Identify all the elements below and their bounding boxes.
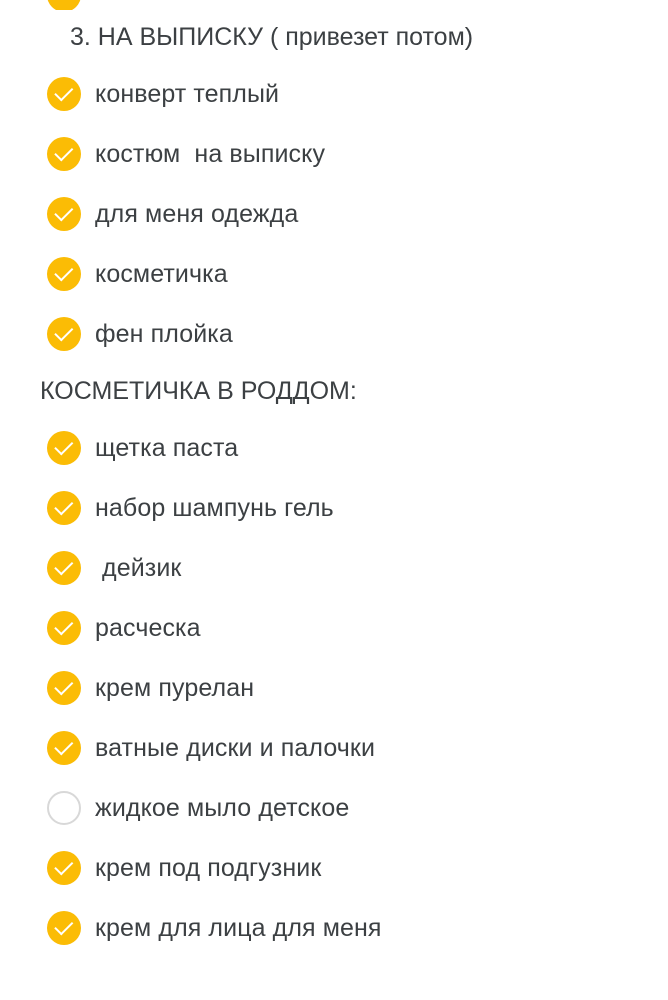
- list-item[interactable]: [0, 64, 668, 124]
- list-item[interactable]: [0, 538, 668, 598]
- checkbox-checked-icon[interactable]: [47, 197, 81, 231]
- list-item[interactable]: [0, 598, 668, 658]
- list-heading-label: КОСМЕТИЧКА В РОДДОМ:: [40, 377, 357, 405]
- checkbox-checked-icon[interactable]: [47, 911, 81, 945]
- bottom-spacer: [0, 958, 668, 998]
- checkbox-checked-icon[interactable]: [47, 317, 81, 351]
- list-item-label: набор шампунь гель: [95, 494, 334, 522]
- list-item[interactable]: [0, 304, 668, 364]
- check-mark-icon: [54, 856, 73, 875]
- list-item-label: ватные диски и палочки: [95, 734, 376, 762]
- check-mark-icon: [54, 556, 73, 575]
- list-item-label: костюм на выписку: [95, 140, 326, 168]
- clipped-checkbox-above: [0, 0, 668, 10]
- check-mark-icon: [54, 676, 73, 695]
- check-mark-icon: [54, 436, 73, 455]
- check-mark-icon: [54, 202, 73, 221]
- list-item[interactable]: [0, 778, 668, 838]
- list-item[interactable]: [0, 418, 668, 478]
- checkbox-checked-icon[interactable]: [47, 77, 81, 111]
- check-circle-icon: [47, 0, 81, 10]
- checkbox-checked-icon[interactable]: [47, 551, 81, 585]
- checkbox-checked-icon[interactable]: [47, 731, 81, 765]
- list-item[interactable]: [0, 184, 668, 244]
- list-heading: [0, 10, 668, 64]
- list-item-label: фен плойка: [95, 320, 233, 348]
- check-mark-icon: [54, 496, 73, 515]
- list-item-label: для меня одежда: [95, 200, 299, 228]
- list-heading-label: 3. НА ВЫПИСКУ ( привезет потом): [70, 23, 474, 51]
- checkbox-checked-icon[interactable]: [47, 851, 81, 885]
- list-item[interactable]: [0, 838, 668, 898]
- check-mark-icon: [54, 736, 73, 755]
- list-item-label: жидкое мыло детское: [95, 794, 350, 822]
- list-item-label: косметичка: [95, 260, 228, 288]
- list-item-label: щетка паста: [95, 434, 239, 462]
- checklist: [0, 10, 668, 958]
- check-mark-icon: [54, 142, 73, 161]
- list-item[interactable]: [0, 244, 668, 304]
- list-item-label: крем для лица для меня: [95, 914, 382, 942]
- list-item-label: конверт теплый: [95, 80, 280, 108]
- list-item-label: крем пурелан: [95, 674, 255, 702]
- list-item[interactable]: [0, 898, 668, 958]
- list-item[interactable]: [0, 718, 668, 778]
- check-mark-icon: [54, 916, 73, 935]
- list-item-label: расческа: [95, 614, 201, 642]
- list-item[interactable]: [0, 658, 668, 718]
- list-item[interactable]: [0, 478, 668, 538]
- checkbox-checked-icon[interactable]: [47, 671, 81, 705]
- check-mark-icon: [54, 616, 73, 635]
- list-heading: [0, 364, 668, 418]
- list-item-label: дейзик: [95, 554, 182, 582]
- checkbox-checked-icon[interactable]: [47, 611, 81, 645]
- checkbox-checked-icon[interactable]: [47, 137, 81, 171]
- check-mark-icon: [54, 322, 73, 341]
- list-item[interactable]: [0, 124, 668, 184]
- checkbox-checked-icon[interactable]: [47, 257, 81, 291]
- checkbox-checked-icon[interactable]: [47, 491, 81, 525]
- checkbox-checked-icon[interactable]: [47, 431, 81, 465]
- checkbox-unchecked-icon[interactable]: [47, 791, 81, 825]
- check-mark-icon: [54, 82, 73, 101]
- list-item-label: крем под подгузник: [95, 854, 322, 882]
- check-mark-icon: [54, 262, 73, 281]
